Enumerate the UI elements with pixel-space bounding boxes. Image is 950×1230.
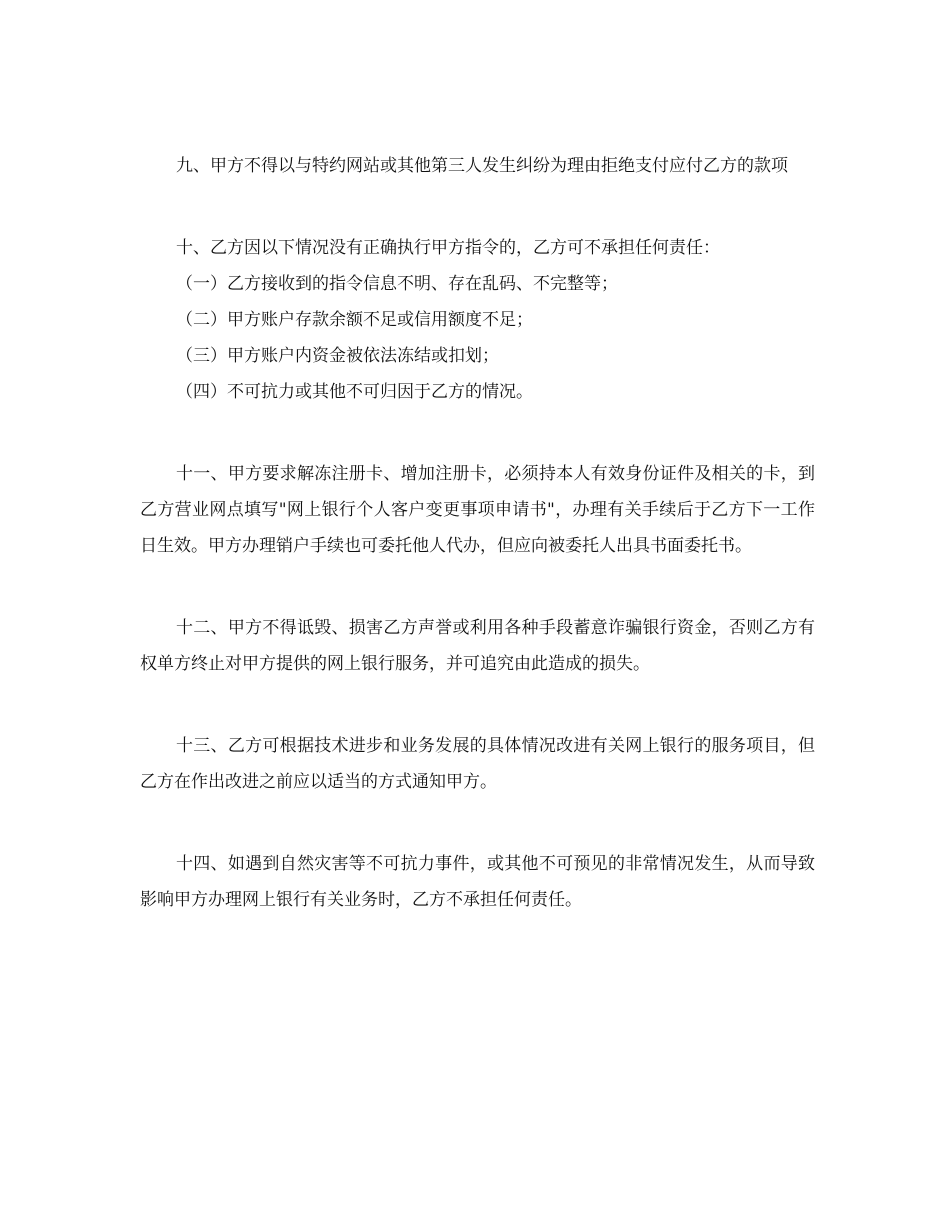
clause-11: 十一、甲方要求解冻注册卡、增加注册卡，必须持本人有效身份证件及相关的卡，到乙方营业网点填写"网上银行个人客户变更事项申请书"，办理有关手续后于乙方下一工作日生效。甲方办理销户手续也可委托他人代办，但应向被委托人出具书面委托书。 — [140, 464, 815, 556]
clause-14: 十四、如遇到自然灾害等不可抗力事件，或其他不可预见的非常情况发生，从而导致影响甲方办理网上银行有关业务时，乙方不承担任何责任。 — [140, 854, 815, 910]
clause-9: 九、甲方不得以与特约网站或其他第三人发生纠纷为理由拒绝支付应付乙方的款项 — [176, 156, 788, 176]
clause-13: 十三、乙方可根据技术进步和业务发展的具体情况改进有关网上银行的服务项目，但乙方在作出改进之前应以适当的方式通知甲方。 — [140, 736, 815, 792]
clause-10: 十、乙方因以下情况没有正确执行甲方指令的，乙方可不承担任何责任： — [176, 238, 720, 258]
document-body — [140, 148, 815, 964]
clause-10-item-2: （二）甲方账户存款余额不足或信用额度不足； — [176, 310, 533, 330]
clause-10-item-3: （三）甲方账户内资金被依法冻结或扣划； — [176, 346, 499, 366]
clause-10-items — [140, 266, 815, 410]
clause-10-item-1: （一）乙方接收到的指令信息不明、存在乱码、不完整等； — [176, 274, 618, 294]
clause-10-item-4: （四）不可抗力或其他不可归因于乙方的情况。 — [176, 382, 533, 402]
clause-12: 十二、甲方不得诋毁、损害乙方声誉或利用各种手段蓄意诈骗银行资金，否则乙方有权单方终止对甲方提供的网上银行服务，并可追究由此造成的损失。 — [140, 618, 815, 674]
